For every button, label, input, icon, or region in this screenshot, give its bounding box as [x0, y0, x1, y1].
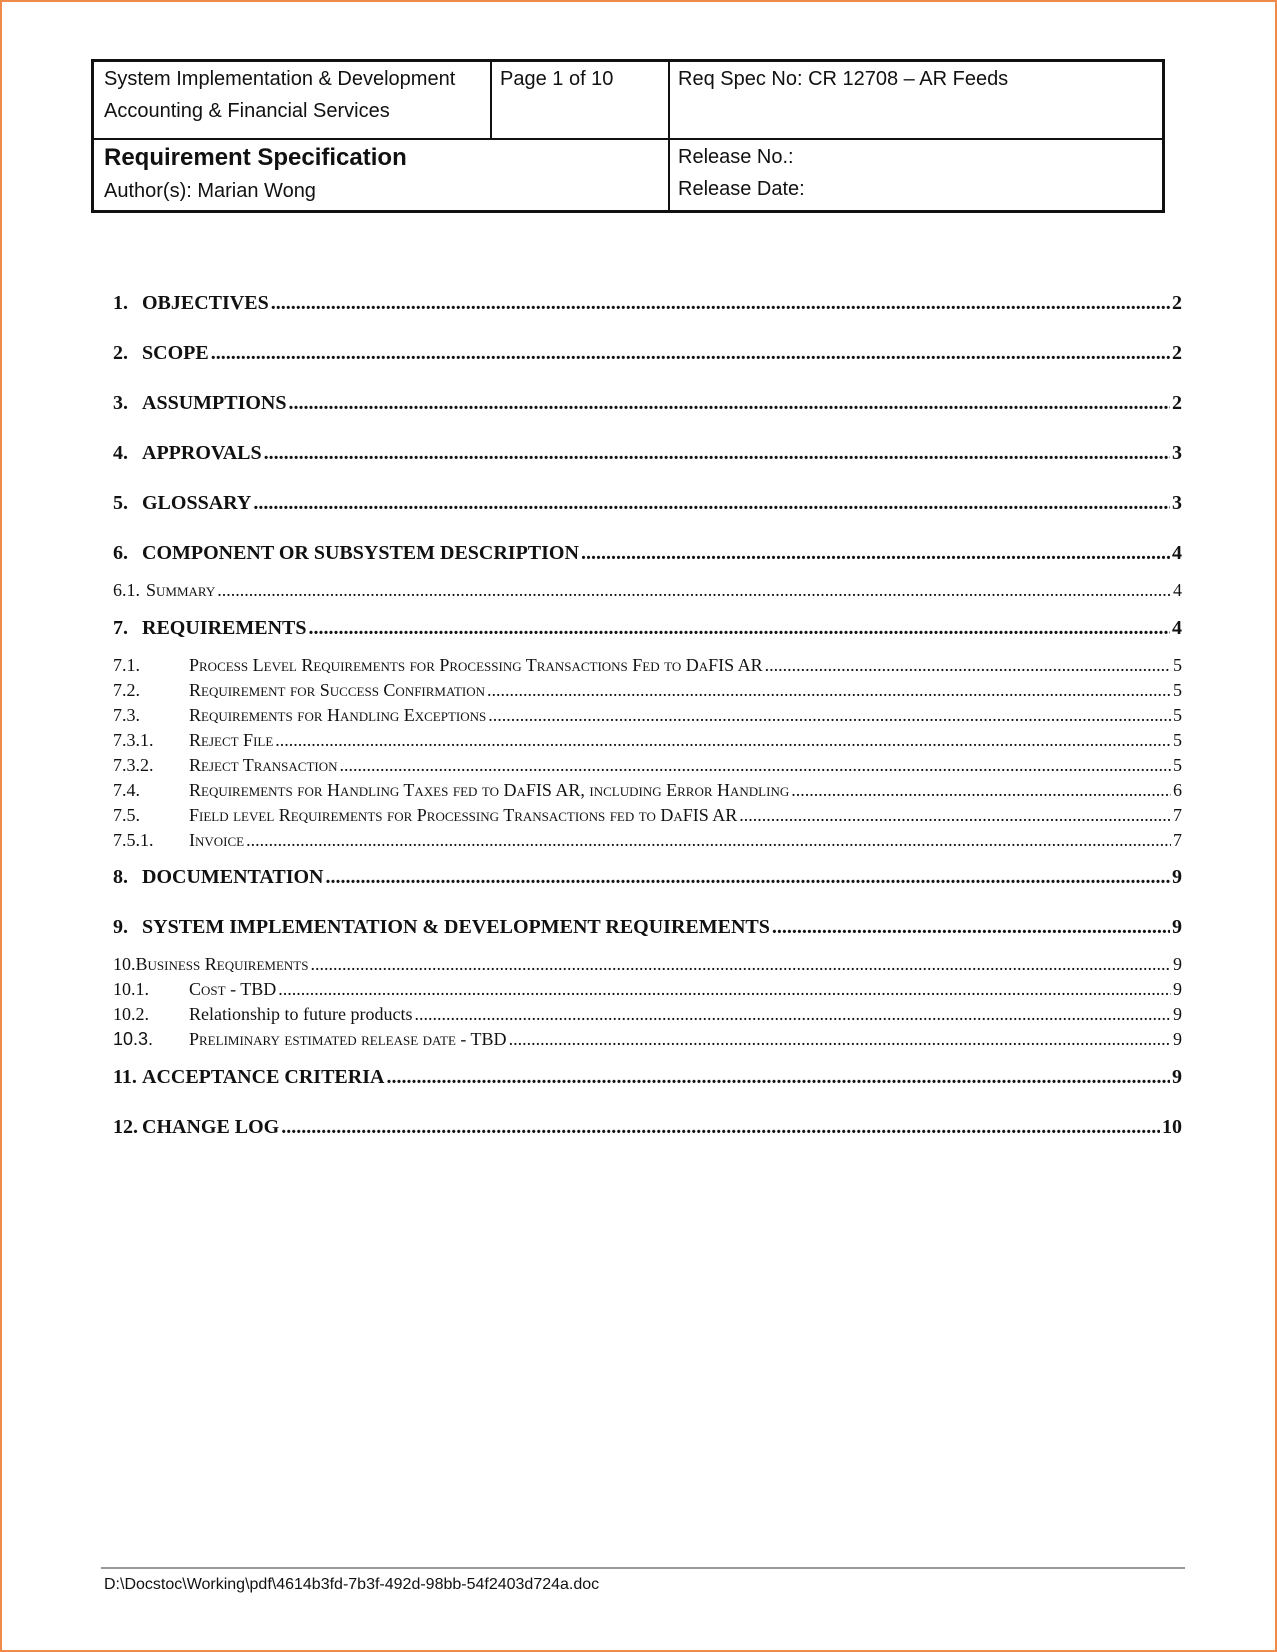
toc-leader-dots [281, 1116, 1160, 1139]
toc-entry[interactable] [113, 705, 1182, 726]
document-title: Requirement Specification [104, 144, 407, 171]
toc-entry-page: 5 [1173, 705, 1182, 725]
toc-entry-title: SCOPE [142, 342, 209, 364]
toc-entry-number: 10.2. [113, 1004, 149, 1024]
toc-entry-page: 9 [1172, 1066, 1182, 1088]
toc-entry-number: 12. [113, 1116, 138, 1138]
toc-entry[interactable] [113, 680, 1182, 701]
toc-leader-dots [487, 680, 1171, 701]
toc-leader-dots [488, 705, 1171, 726]
toc-entry-page: 4 [1173, 580, 1182, 600]
toc-entry-title: Cost - TBD [189, 979, 277, 999]
toc-entry-title: Requirements for Handling Exceptions [189, 705, 487, 725]
toc-entry-title: COMPONENT OR SUBSYSTEM DESCRIPTION [142, 542, 579, 564]
toc-leader-dots [340, 755, 1171, 776]
toc-entry-number: 10.1. [113, 979, 149, 999]
toc-leader-dots [325, 866, 1170, 889]
author: Author(s): Marian Wong [104, 180, 316, 202]
toc-entry[interactable] [113, 1004, 1182, 1025]
toc-entry-title: SYSTEM IMPLEMENTATION & DEVELOPMENT REQUIREMENTS [142, 916, 770, 938]
toc-entry[interactable] [113, 1116, 1182, 1139]
toc-entry-number: 8. [113, 866, 128, 888]
toc-entry-page: 9 [1173, 954, 1182, 974]
req-spec-number: Req Spec No: CR 12708 – AR Feeds [678, 68, 1009, 90]
toc-entry[interactable] [113, 916, 1182, 939]
toc-entry-title: Relationship to future products [189, 1004, 413, 1024]
toc-leader-dots [308, 617, 1170, 640]
toc-entry[interactable] [113, 617, 1182, 640]
toc-entry-number: 7.3.1. [113, 730, 154, 750]
toc-leader-dots [791, 780, 1171, 801]
toc-leader-dots [271, 292, 1170, 315]
toc-entry[interactable] [113, 1029, 1182, 1050]
page-number: Page 1 of 10 [500, 68, 614, 90]
toc-entry[interactable] [113, 542, 1182, 565]
toc-entry-page: 4 [1172, 617, 1182, 639]
toc-entry-title: ASSUMPTIONS [142, 392, 287, 414]
header-divider [94, 138, 1162, 140]
toc-entry-title: APPROVALS [142, 442, 262, 464]
footer-rule [101, 1567, 1185, 1569]
toc-entry-title: Requirement for Success Confirmation [189, 680, 485, 700]
release-number: Release No.: [678, 146, 794, 168]
toc-entry[interactable] [113, 392, 1182, 415]
toc-leader-dots [414, 1004, 1171, 1025]
toc-leader-dots [739, 805, 1171, 826]
toc-entry-number: 7.5.1. [113, 830, 154, 850]
toc-entry-page: 2 [1172, 292, 1182, 314]
toc-entry[interactable] [113, 442, 1182, 465]
toc-entry[interactable] [113, 755, 1182, 776]
org-cell [104, 63, 455, 127]
toc-entry[interactable] [113, 805, 1182, 826]
toc-entry-page: 9 [1173, 1029, 1182, 1049]
toc-leader-dots [581, 542, 1170, 565]
toc-entry-page: 9 [1173, 1004, 1182, 1024]
toc-entry[interactable] [113, 780, 1182, 801]
toc-entry-page: 3 [1172, 442, 1182, 464]
toc-entry-number: 11. [113, 1066, 137, 1088]
document-header-table [91, 59, 1165, 213]
toc-entry-number: 7.4. [113, 780, 140, 800]
toc-entry[interactable] [113, 342, 1182, 365]
toc-entry-page: 10 [1162, 1116, 1182, 1138]
toc-entry-number: 1. [113, 292, 128, 314]
toc-entry-page: 2 [1172, 392, 1182, 414]
toc-entry-title: Invoice [189, 830, 245, 850]
org-line-1: System Implementation & Development [104, 68, 456, 90]
toc-entry-title: REQUIREMENTS [142, 617, 307, 639]
toc-entry-title: DOCUMENTATION [142, 866, 324, 888]
toc-entry-title: Summary [146, 580, 216, 600]
release-cell [678, 141, 805, 205]
toc-entry-number: 7.1. [113, 655, 140, 675]
toc-entry-number: 5. [113, 492, 128, 514]
toc-leader-dots [765, 655, 1171, 676]
toc-entry-page: 7 [1173, 830, 1182, 850]
toc-entry-title: ACCEPTANCE CRITERIA [142, 1066, 385, 1088]
title-cell [104, 142, 407, 208]
toc-entry-page: 9 [1172, 916, 1182, 938]
toc-leader-dots [264, 442, 1170, 465]
toc-entry-title: Reject Transaction [189, 755, 338, 775]
toc-entry-title: Process Level Requirements for Processing Transactions Fed to DaFIS AR [189, 655, 763, 675]
toc-entry[interactable] [113, 954, 1182, 975]
toc-entry-number: 6.1. [113, 580, 140, 600]
toc-entry-number: 10. [113, 954, 136, 974]
page-cell [500, 63, 613, 95]
toc-entry[interactable] [113, 866, 1182, 889]
toc-entry-title: OBJECTIVES [142, 292, 269, 314]
toc-entry-page: 2 [1172, 342, 1182, 364]
toc-entry[interactable] [113, 292, 1182, 315]
toc-entry-number: 9. [113, 916, 128, 938]
toc-leader-dots [211, 342, 1170, 365]
toc-entry-title: Preliminary estimated release date - TBD [189, 1029, 507, 1049]
header-divider [490, 62, 492, 138]
toc-entry-title: Requirements for Handling Taxes fed to DaFIS AR, including Error Handling [189, 780, 790, 800]
toc-entry-number: 7.5. [113, 805, 140, 825]
toc-leader-dots [310, 954, 1171, 975]
toc-entry-page: 7 [1173, 805, 1182, 825]
toc-entry-title: GLOSSARY [142, 492, 252, 514]
toc-entry-page: 9 [1173, 979, 1182, 999]
toc-leader-dots [253, 492, 1170, 515]
toc-leader-dots [217, 580, 1171, 601]
footer-file-path: D:\Docstoc\Working\pdf\4614b3fd-7b3f-492d-98bb-54f2403d724a.doc [104, 1576, 600, 1593]
toc-entry-title: Field level Requirements for Processing Transactions fed to DaFIS AR [189, 805, 738, 825]
toc-leader-dots [278, 979, 1171, 1000]
toc-entry-number: 4. [113, 442, 128, 464]
toc-entry-page: 5 [1173, 655, 1182, 675]
toc-entry[interactable] [113, 580, 1182, 601]
toc-entry-title: Business Requirements [135, 954, 309, 974]
org-line-2: Accounting & Financial Services [104, 100, 390, 122]
toc-entry-number: 7.3.2. [113, 755, 154, 775]
release-date: Release Date: [678, 178, 805, 200]
toc-entry-number: 6. [113, 542, 128, 564]
toc-leader-dots [772, 916, 1170, 939]
toc-entry-page: 5 [1173, 755, 1182, 775]
toc-entry[interactable] [113, 979, 1182, 1000]
toc-entry-number: 7.2. [113, 680, 140, 700]
toc-entry-page: 3 [1172, 492, 1182, 514]
toc-leader-dots [288, 392, 1170, 415]
toc-entry-number: 10.3. [113, 1029, 154, 1049]
header-divider [668, 62, 670, 210]
toc-entry-number: 7.3. [113, 705, 140, 725]
toc-entry-page: 9 [1172, 866, 1182, 888]
toc-entry-page: 6 [1173, 780, 1182, 800]
toc-entry-number: 2. [113, 342, 128, 364]
toc-leader-dots [275, 730, 1171, 751]
toc-entry-page: 4 [1172, 542, 1182, 564]
toc-entry[interactable] [113, 1066, 1182, 1089]
toc-entry-title: Reject File [189, 730, 274, 750]
req-spec-cell [678, 63, 1008, 95]
toc-entry-number: 3. [113, 392, 128, 414]
toc-leader-dots [509, 1029, 1171, 1050]
toc-leader-dots [386, 1066, 1170, 1089]
toc-leader-dots [246, 830, 1171, 851]
toc-entry-page: 5 [1173, 730, 1182, 750]
toc-entry-page: 5 [1173, 680, 1182, 700]
toc-entry[interactable] [113, 655, 1182, 676]
toc-entry-number: 7. [113, 617, 128, 639]
toc-entry[interactable] [113, 492, 1182, 515]
toc-entry[interactable] [113, 730, 1182, 751]
toc-entry[interactable] [113, 830, 1182, 851]
toc-entry-title: CHANGE LOG [142, 1116, 280, 1138]
